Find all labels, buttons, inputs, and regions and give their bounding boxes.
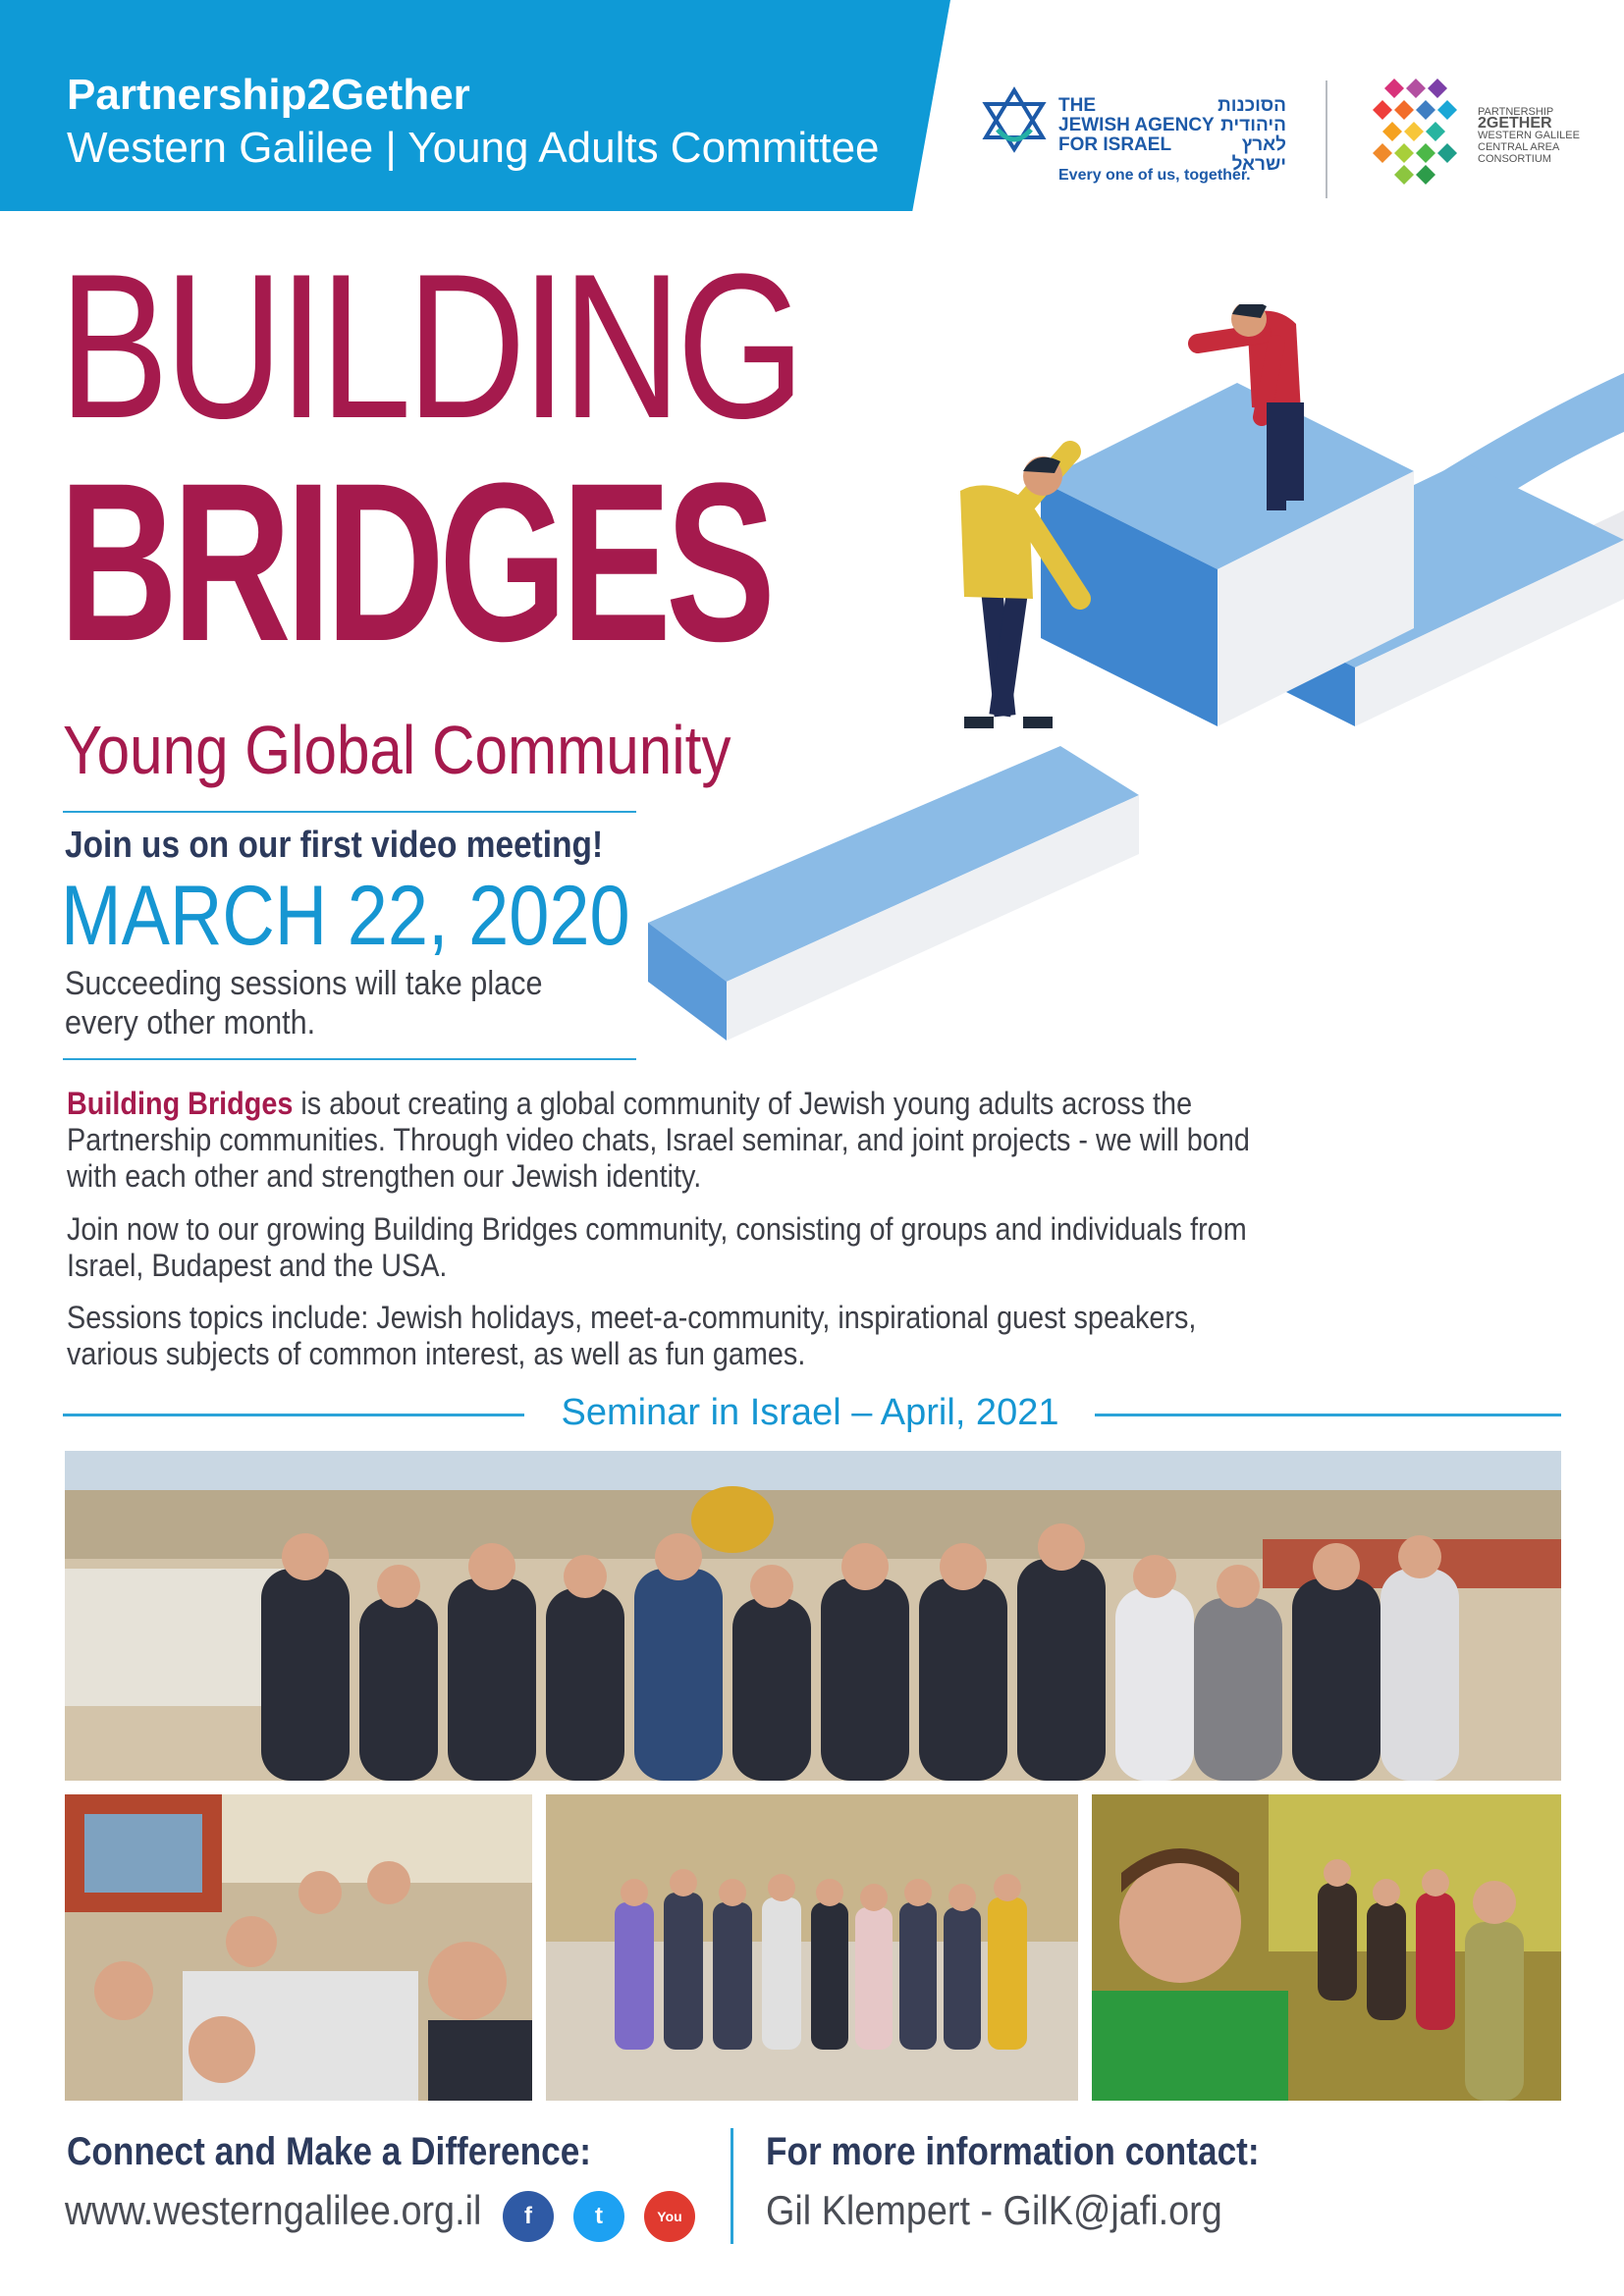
footer-divider	[731, 2128, 733, 2244]
body-highlight: Building Bridges	[67, 1086, 294, 1121]
footer-contact-heading: For more information contact:	[766, 2130, 1260, 2173]
partnership-logo-text: PARTNERSHIP 2GETHER WESTERN GALILEE CENTRAL AREA CONSORTIUM	[1478, 106, 1580, 165]
footer-connect-heading: Connect and Make a Difference:	[67, 2130, 592, 2173]
seminar-title: Seminar in Israel – April, 2021	[561, 1392, 1059, 1433]
header-subtitle: Western Galilee | Young Adults Committee	[67, 124, 880, 172]
seminar-photo-western-wall	[546, 1794, 1078, 2101]
logo-divider	[1326, 80, 1327, 198]
jewish-agency-logo-icon	[980, 86, 1049, 155]
event-top-rule	[63, 811, 636, 813]
youtube-icon[interactable]: You	[644, 2191, 695, 2242]
seminar-rule-right	[1095, 1414, 1561, 1416]
twitter-icon[interactable]: t	[573, 2191, 624, 2242]
event-invite: Join us on our first video meeting!	[65, 825, 604, 866]
event-date: MARCH 22, 2020	[61, 869, 630, 963]
body-paragraph-1: Building Bridges is about creating a global community of Jewish young adults across the Partnership communities. Through video chats, Israel seminar, and joint projects - we will bond with each other and strengthen our Jewish identity.	[67, 1086, 1250, 1194]
seminar-photo-selfie	[1092, 1794, 1561, 2101]
seminar-group-photo	[65, 1451, 1561, 1781]
jafi-logo-hebrew: הסוכנות היהודית לארץ ישראל	[1218, 95, 1286, 175]
hero-title-building: BUILDING	[59, 231, 801, 461]
partnership-star-mosaic-icon	[1365, 79, 1468, 191]
jafi-tagline: Every one of us, together.	[1058, 167, 1251, 184]
seminar-rule-left	[63, 1414, 524, 1416]
body-paragraph-2: Join now to our growing Building Bridges community, consisting of groups and individuals from Israel, Budapest and the USA.	[67, 1211, 1247, 1283]
footer-contact-email[interactable]: Gil Klempert - GilK@jafi.org	[766, 2187, 1222, 2233]
bridge-illustration	[648, 304, 1624, 1050]
jafi-logo-text: THE JEWISH AGENCY FOR ISRAEL	[1058, 95, 1215, 155]
seminar-photo-dinner	[65, 1794, 532, 2101]
footer-website-link[interactable]: www.westerngalilee.org.il	[65, 2187, 482, 2233]
event-note: Succeeding sessions will take place every other month.	[65, 965, 543, 1041]
body-paragraph-3: Sessions topics include: Jewish holidays, meet-a-community, inspirational guest speakers, various subjects of common interest, as well as fun games.	[67, 1300, 1197, 1371]
header-title: Partnership2Gether	[67, 71, 470, 119]
hero-title-bridges: BRIDGES	[59, 436, 771, 688]
facebook-icon[interactable]: f	[503, 2191, 554, 2242]
event-bottom-rule	[63, 1058, 636, 1060]
hero-subtitle: Young Global Community	[63, 712, 731, 788]
